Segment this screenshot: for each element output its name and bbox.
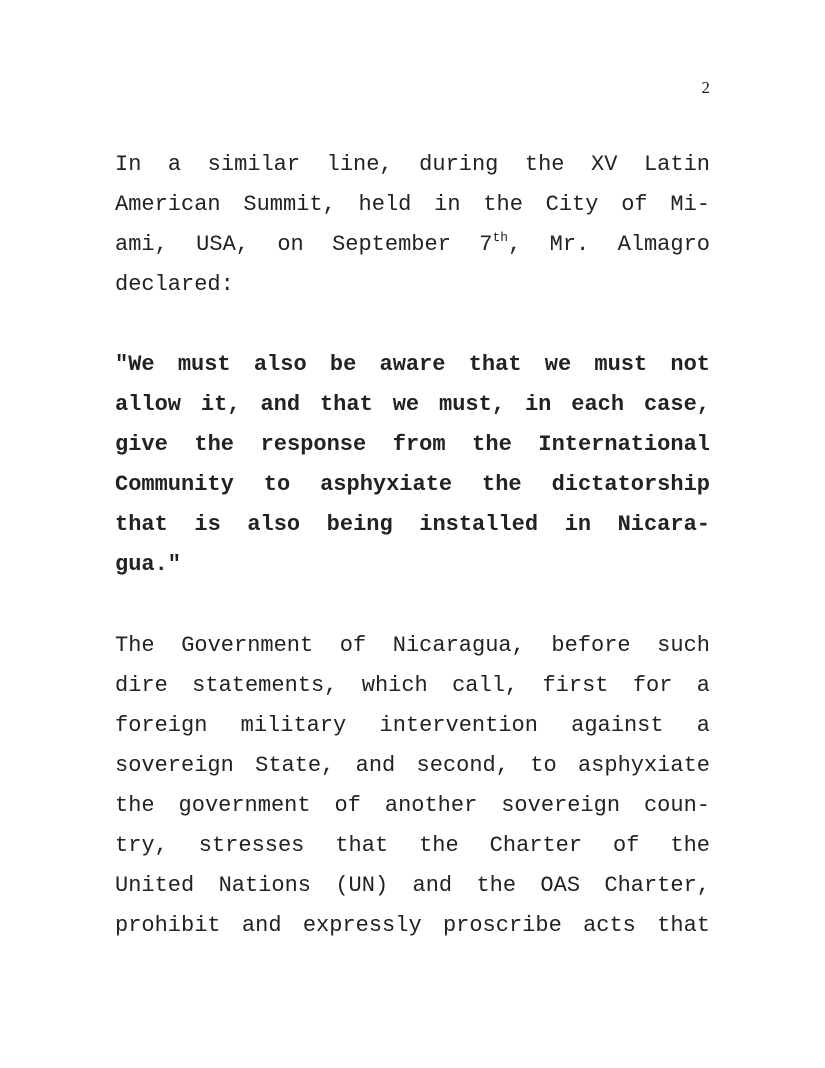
quote-block [115, 345, 710, 585]
text-line: prohibit and expressly proscribe acts that [115, 913, 710, 938]
paragraph-summit [115, 145, 710, 305]
quote-line: that is also being installed in Nicara- [115, 512, 710, 537]
quote-line: "We must also be aware that we must not [115, 352, 710, 377]
text-line: American Summit, held in the City of Mi- [115, 192, 710, 217]
page-number: 2 [701, 78, 710, 97]
text-line: dire statements, which call, first for a [115, 673, 710, 698]
text-line: sovereign State, and second, to asphyxiate [115, 753, 710, 778]
quote-line: Community to asphyxiate the dictatorship [115, 472, 710, 497]
text-line: The Government of Nicaragua, before such [115, 633, 710, 658]
text-line: United Nations (UN) and the OAS Charter, [115, 873, 710, 898]
paragraph-government-response [115, 626, 710, 946]
quote-line: gua." [115, 552, 182, 577]
superscript-ordinal: th [492, 230, 509, 245]
text-line: try, stresses that the Charter of the [115, 833, 710, 858]
text-line [115, 225, 710, 265]
text-fragment: ami, USA, on September 7 [115, 232, 493, 257]
quote-line: give the response from the International [115, 432, 710, 457]
text-line: declared: [115, 272, 234, 297]
text-fragment: , Mr. Almagro [508, 232, 710, 257]
quote-line: allow it, and that we must, in each case, [115, 392, 710, 417]
text-line: foreign military intervention against a [115, 713, 710, 738]
text-line: In a similar line, during the XV Latin [115, 152, 710, 177]
text-line: the government of another sovereign coun- [115, 793, 710, 818]
